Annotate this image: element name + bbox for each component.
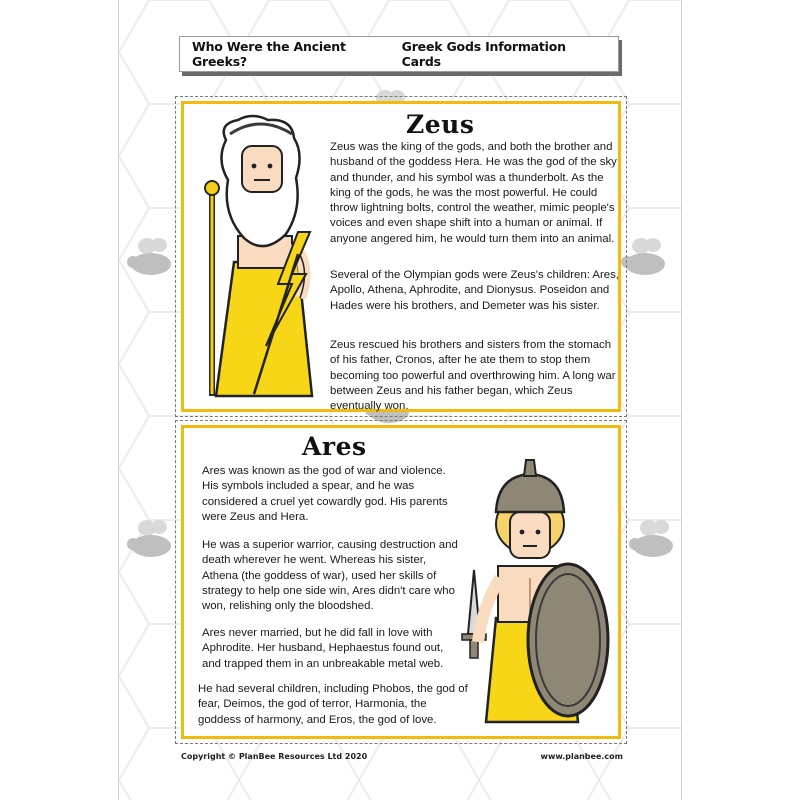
footer-copyright: Copyright © PlanBee Resources Ltd 2020 [181, 752, 368, 761]
helmet-icon [496, 460, 564, 512]
sceptre-icon [205, 181, 219, 396]
ares-paragraph-4: He had several children, including Phobos, the god of fear, Deimos, the god of terror, Harmonia, the goddess of harmony, and Eros, the god of love. [198, 683, 468, 726]
zeus-card-title: Zeus [406, 110, 475, 139]
shield-icon [528, 564, 608, 716]
zeus-paragraph-2: Several of the Olympian gods were Zeus's children: Ares, Apollo, Athena, Aphrodite, and Dionysus. Poseidon and Hades were his brothers, and Demeter was his sister. [330, 269, 619, 312]
zeus-card [181, 101, 621, 412]
header-right-title: Greek Gods Information Cards [401, 39, 566, 69]
footer-website: www.planbee.com [540, 752, 623, 761]
ares-paragraph-1: Ares was known as the god of war and violence. His symbols included a spear, and he was considered a cruel yet cowardly god. His parents were Zeus and Hera. [202, 465, 448, 523]
zeus-illustration [194, 114, 324, 404]
ares-paragraph-2: He was a superior warrior, causing destruction and death wherever he went. Whereas his sister, Athena (the goddess of war), used her skills of strategy to help one side win, Ares didn't care who won, relishing only the bloodshed. [202, 539, 458, 613]
zeus-paragraph-1: Zeus was the king of the gods, and both the brother and husband of the goddess Hera. He was the god of the sky and thunder, and his symbol was a thunderbolt. As the king of the gods, he was the most powerful. He could throw lightning bolts, control the weather, mimic people's voices and even shape shift into a human or animal. If anyone angered him, he would turn them into an animal. [330, 141, 617, 245]
bee-watermark-icon [125, 520, 177, 562]
page-header [179, 36, 619, 72]
worksheet-page [118, 0, 682, 800]
ares-illustration [460, 458, 610, 734]
zeus-paragraph-3: Zeus rescued his brothers and sisters from the stomach of his father, Cronos, after he ate them to stop them becoming too powerful and overthrowing him. A long war between Zeus and his father began, which Zeus eventually won. [330, 339, 616, 413]
bee-watermark-icon [627, 520, 679, 562]
bee-watermark-icon [125, 238, 177, 280]
header-left-title: Who Were the Ancient Greeks? [192, 39, 346, 69]
ares-card-title: Ares [302, 432, 367, 461]
ares-card [181, 425, 621, 739]
ares-paragraph-3: Ares never married, but he did fall in love with Aphrodite. Her husband, Hephaestus found out, and trapped them in an unbreakable metal web. [202, 627, 444, 670]
